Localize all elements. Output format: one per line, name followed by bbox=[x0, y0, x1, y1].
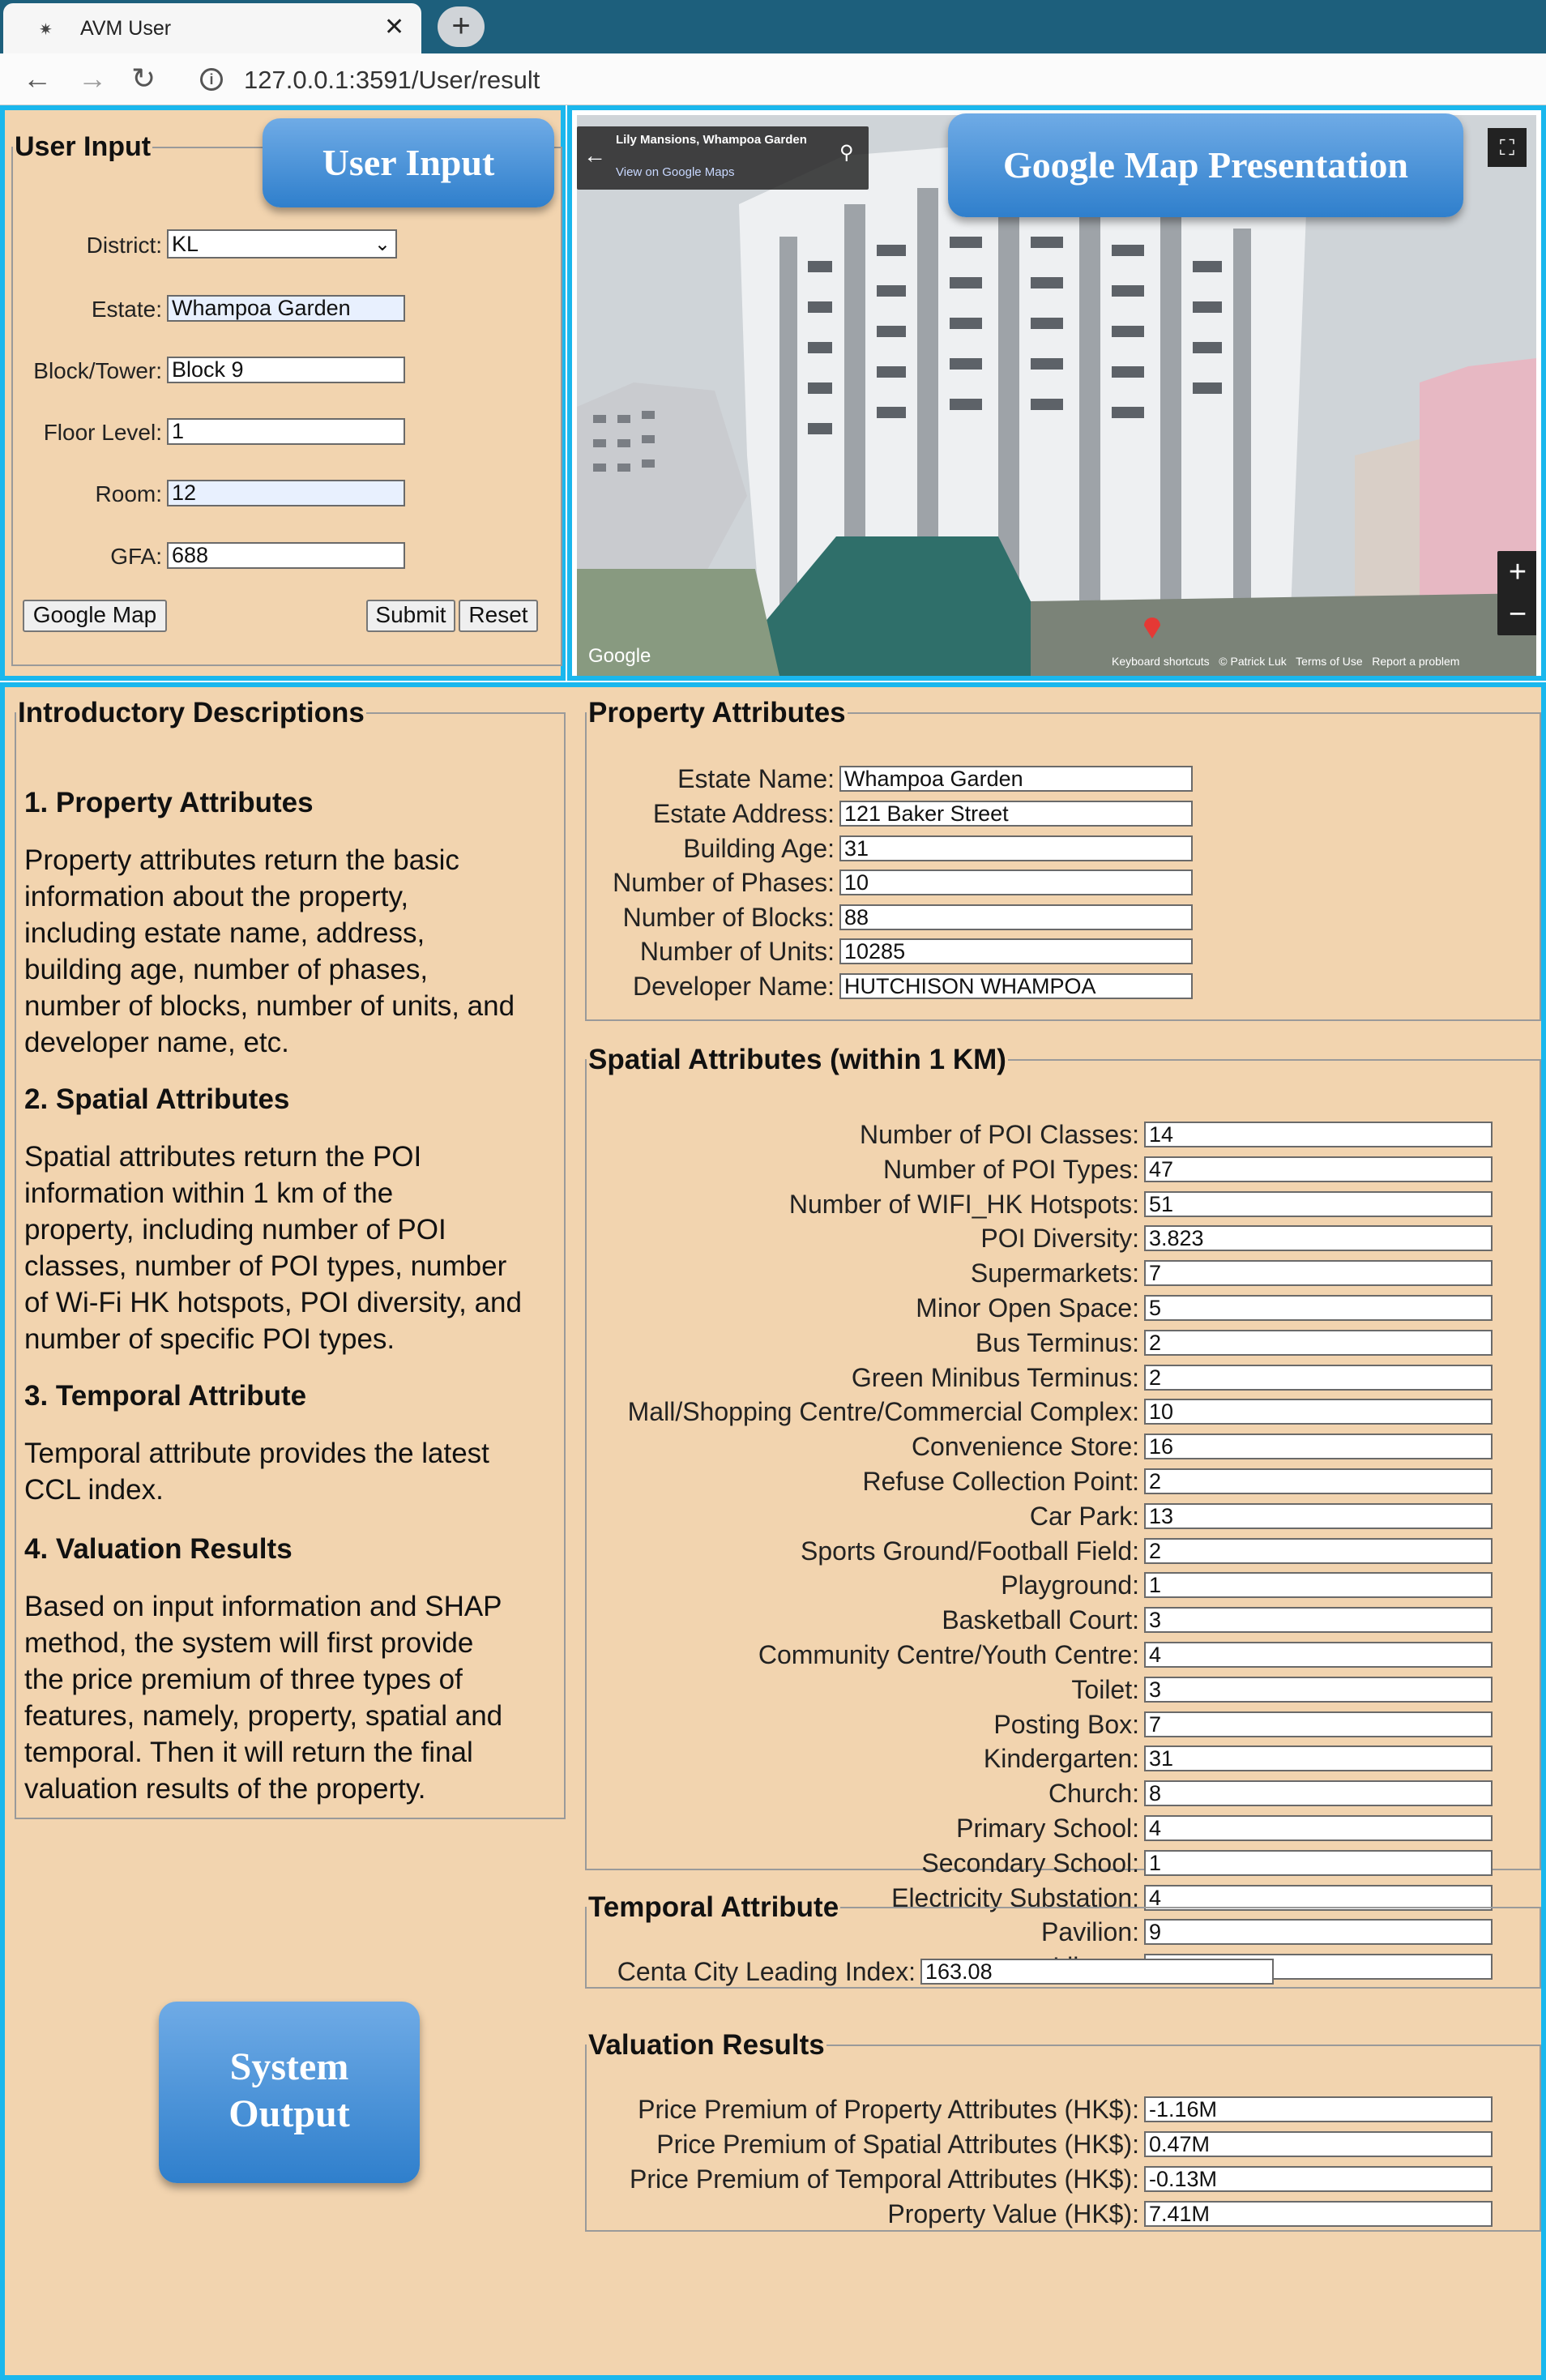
spatial-label: Secondary School: bbox=[921, 1848, 1139, 1878]
spatial-label: Playground: bbox=[1001, 1570, 1139, 1600]
spatial-label: Posting Box: bbox=[993, 1709, 1139, 1739]
view-on-google-maps-link[interactable]: View on Google Maps bbox=[616, 165, 735, 179]
estate-input[interactable]: Whampoa Garden bbox=[167, 295, 405, 322]
spatial-label: Number of POI Types: bbox=[883, 1154, 1139, 1184]
intro-paragraph-4: Based on input information and SHAP method, the system will first provide the price premium of three types of features, namely, property, spatial and temporal. Then it will return the final valuation results of the property. bbox=[24, 1591, 503, 1805]
info-icon[interactable]: i bbox=[200, 68, 223, 91]
valuation-value[interactable]: -0.13M bbox=[1144, 2166, 1493, 2192]
spatial-value[interactable]: 2 bbox=[1144, 1468, 1493, 1494]
intro-paragraph-2: Spatial attributes return the POI information within 1 km of the property, including number of POI classes, number of POI types, number of Wi-Fi HK hotspots, POI diversity, and number of specific POI types. bbox=[24, 1141, 522, 1355]
property-label: Estate Name: bbox=[677, 764, 835, 793]
valuation-value[interactable]: -1.16M bbox=[1144, 2096, 1493, 2122]
spatial-value[interactable]: 3 bbox=[1144, 1607, 1493, 1633]
spatial-value[interactable]: 4 bbox=[1144, 1885, 1493, 1911]
district-select[interactable] bbox=[167, 229, 397, 259]
property-value[interactable]: Whampoa Garden bbox=[839, 766, 1193, 792]
spatial-value[interactable]: 4 bbox=[1144, 1815, 1493, 1841]
spatial-value[interactable]: 13 bbox=[1144, 1503, 1493, 1529]
google-map-panel bbox=[567, 105, 1546, 681]
spatial-label: Green Minibus Terminus: bbox=[851, 1362, 1139, 1392]
property-label: Number of Units: bbox=[639, 937, 835, 966]
room-input[interactable]: 12 bbox=[167, 480, 405, 506]
spatial-label: Minor Open Space: bbox=[916, 1293, 1139, 1322]
map-pin-icon: ⚲ bbox=[839, 142, 854, 164]
address-bar[interactable] bbox=[182, 62, 1535, 99]
property-label: Developer Name: bbox=[633, 972, 835, 1001]
browser-tab[interactable] bbox=[3, 3, 421, 53]
new-tab-button[interactable]: + bbox=[438, 6, 485, 47]
system-output-callout-line1: System bbox=[229, 2045, 349, 2088]
user-input-callout: User Input bbox=[263, 118, 554, 207]
spatial-value[interactable]: 3.823 bbox=[1144, 1225, 1493, 1251]
google-map-callout: Google Map Presentation bbox=[948, 113, 1463, 217]
property-value[interactable]: 121 Baker Street bbox=[839, 801, 1193, 827]
spatial-value[interactable]: 10 bbox=[1144, 1399, 1493, 1425]
valuation-label: Price Premium of Spatial Attributes (HK$): bbox=[656, 2130, 1139, 2159]
property-label: Number of Phases: bbox=[613, 868, 835, 897]
valuation-label: Price Premium of Property Attributes (HK$): bbox=[638, 2095, 1139, 2124]
spatial-label: Car Park: bbox=[1029, 1501, 1139, 1531]
spatial-value[interactable]: 1 bbox=[1144, 1850, 1493, 1876]
spatial-label: Number of POI Classes: bbox=[860, 1120, 1139, 1149]
intro-heading-4: 4. Valuation Results bbox=[24, 1533, 293, 1565]
favicon-icon: ✷ bbox=[39, 21, 53, 39]
block-label: Block/Tower: bbox=[33, 358, 162, 383]
valuation-value[interactable]: 0.47M bbox=[1144, 2131, 1493, 2157]
tab-strip bbox=[0, 0, 1546, 53]
user-input-panel bbox=[0, 105, 566, 681]
spatial-value[interactable]: 8 bbox=[1144, 1780, 1493, 1806]
valuation-legend: Valuation Results bbox=[588, 2029, 825, 2061]
place-card[interactable] bbox=[577, 126, 869, 190]
back-icon[interactable]: ← bbox=[23, 62, 52, 95]
chevron-down-icon: ⌄ bbox=[374, 233, 391, 255]
system-output-panel bbox=[0, 682, 1546, 2380]
spatial-value[interactable]: 51 bbox=[1144, 1191, 1493, 1217]
district-value: KL bbox=[172, 232, 199, 256]
gfa-input[interactable]: 688 bbox=[167, 542, 405, 569]
property-value[interactable]: 10 bbox=[839, 870, 1193, 895]
submit-button[interactable]: Submit bbox=[366, 600, 455, 632]
property-label: Number of Blocks: bbox=[622, 903, 835, 932]
floor-input[interactable]: 1 bbox=[167, 418, 405, 445]
browser-chrome bbox=[0, 0, 1546, 105]
spatial-value[interactable]: 2 bbox=[1144, 1330, 1493, 1356]
fullscreen-icon[interactable]: ⛶ bbox=[1488, 128, 1527, 167]
spatial-label: Sports Ground/Football Field: bbox=[801, 1536, 1139, 1566]
spatial-value[interactable]: 4 bbox=[1144, 1642, 1493, 1668]
spatial-value[interactable]: 9 bbox=[1144, 1919, 1493, 1945]
spatial-label: Church: bbox=[1048, 1779, 1139, 1809]
user-input-fieldset bbox=[11, 131, 562, 666]
spatial-value[interactable]: 2 bbox=[1144, 1365, 1493, 1391]
spatial-value[interactable]: 2 bbox=[1144, 1538, 1493, 1564]
url-text[interactable]: 127.0.0.1:3591/User/result bbox=[244, 66, 540, 94]
temporal-legend: Temporal Attribute bbox=[588, 1891, 839, 1923]
gfa-label: GFA: bbox=[110, 544, 162, 569]
valuation-value[interactable]: 7.41M bbox=[1144, 2201, 1493, 2227]
place-title: Lily Mansions, Whampoa Garden bbox=[616, 133, 807, 147]
zoom-in-icon[interactable]: + bbox=[1508, 555, 1527, 589]
reload-icon[interactable]: ↻ bbox=[131, 62, 156, 95]
spatial-value[interactable]: 47 bbox=[1144, 1156, 1493, 1182]
spatial-value[interactable]: 7 bbox=[1144, 1711, 1493, 1737]
spatial-label: Basketball Court: bbox=[942, 1605, 1139, 1635]
spatial-value[interactable]: 5 bbox=[1144, 1295, 1493, 1321]
spatial-label: Refuse Collection Point: bbox=[862, 1467, 1139, 1496]
property-value[interactable]: 31 bbox=[839, 835, 1193, 861]
spatial-value[interactable]: 1 bbox=[1144, 1572, 1493, 1598]
property-label: Estate Address: bbox=[652, 799, 835, 828]
close-tab-icon[interactable]: ✕ bbox=[384, 14, 405, 41]
spatial-label: Bus Terminus: bbox=[975, 1327, 1139, 1357]
zoom-control bbox=[1497, 551, 1536, 635]
spatial-label: Electricity Substation: bbox=[891, 1882, 1139, 1912]
property-value[interactable]: HUTCHISON WHAMPOA bbox=[839, 973, 1193, 999]
google-map-button[interactable]: Google Map bbox=[23, 600, 167, 632]
spatial-value[interactable]: 7 bbox=[1144, 1260, 1493, 1286]
floor-label: Floor Level: bbox=[43, 420, 162, 445]
intro-paragraph-3: Temporal attribute provides the latest CCL index. bbox=[24, 1438, 489, 1506]
spatial-label: Toilet: bbox=[1071, 1674, 1139, 1704]
intro-heading-1: 1. Property Attributes bbox=[24, 787, 314, 818]
intro-paragraph-1: Property attributes return the basic information about the property, including estate name, address, building age, number of phases, number of blocks, number of units, and developer name, etc. bbox=[24, 844, 515, 1058]
spatial-legend: Spatial Attributes (within 1 KM) bbox=[588, 1044, 1006, 1075]
block-input[interactable]: Block 9 bbox=[167, 357, 405, 383]
reset-button[interactable]: Reset bbox=[459, 600, 538, 632]
property-value[interactable]: 10285 bbox=[839, 938, 1193, 964]
intro-heading-2: 2. Spatial Attributes bbox=[24, 1083, 290, 1115]
spatial-label: Supermarkets: bbox=[970, 1258, 1139, 1288]
temporal-label: Centa City Leading Index: bbox=[617, 1957, 916, 1986]
spatial-label: Kindergarten: bbox=[983, 1744, 1139, 1774]
arrow-left-icon[interactable]: ← bbox=[583, 143, 606, 168]
property-label: Building Age: bbox=[683, 834, 835, 863]
zoom-out-icon[interactable]: − bbox=[1508, 597, 1527, 631]
intro-heading-3: 3. Temporal Attribute bbox=[24, 1380, 307, 1412]
district-label: District: bbox=[86, 233, 162, 258]
map-footer-links[interactable]: Keyboard shortcuts © Patrick Luk Terms of Use Report a problem bbox=[1112, 655, 1460, 668]
system-output-callout-line2: Output bbox=[228, 2092, 350, 2135]
valuation-label: Price Premium of Temporal Attributes (HK$): bbox=[630, 2164, 1139, 2194]
spatial-value[interactable]: 3 bbox=[1144, 1677, 1493, 1703]
estate-label: Estate: bbox=[91, 297, 162, 322]
spatial-label: Primary School: bbox=[956, 1814, 1139, 1843]
spatial-value[interactable]: 16 bbox=[1144, 1434, 1493, 1459]
intro-legend: Introductory Descriptions bbox=[18, 697, 365, 729]
spatial-value[interactable]: 31 bbox=[1144, 1745, 1493, 1771]
spatial-label: Mall/Shopping Centre/Commercial Complex: bbox=[627, 1397, 1139, 1427]
property-legend: Property Attributes bbox=[588, 697, 846, 729]
room-label: Room: bbox=[95, 481, 162, 506]
property-value[interactable]: 88 bbox=[839, 904, 1193, 930]
google-logo: Google bbox=[588, 645, 651, 667]
spatial-label: Number of WIFI_HK Hotspots: bbox=[788, 1189, 1139, 1219]
browser-toolbar bbox=[0, 53, 1546, 105]
spatial-label: Convenience Store: bbox=[911, 1432, 1139, 1462]
spatial-label: POI Diversity: bbox=[980, 1224, 1139, 1254]
valuation-label: Property Value (HK$): bbox=[887, 2199, 1139, 2228]
spatial-label: Community Centre/Youth Centre: bbox=[758, 1640, 1139, 1669]
user-input-legend: User Input bbox=[15, 131, 152, 162]
forward-icon[interactable]: → bbox=[78, 62, 107, 95]
spatial-value[interactable]: 14 bbox=[1144, 1122, 1493, 1147]
spatial-label: Pavilion: bbox=[1041, 1917, 1139, 1947]
tab-title: AVM User bbox=[80, 17, 172, 40]
temporal-value[interactable]: 163.08 bbox=[920, 1959, 1274, 1985]
